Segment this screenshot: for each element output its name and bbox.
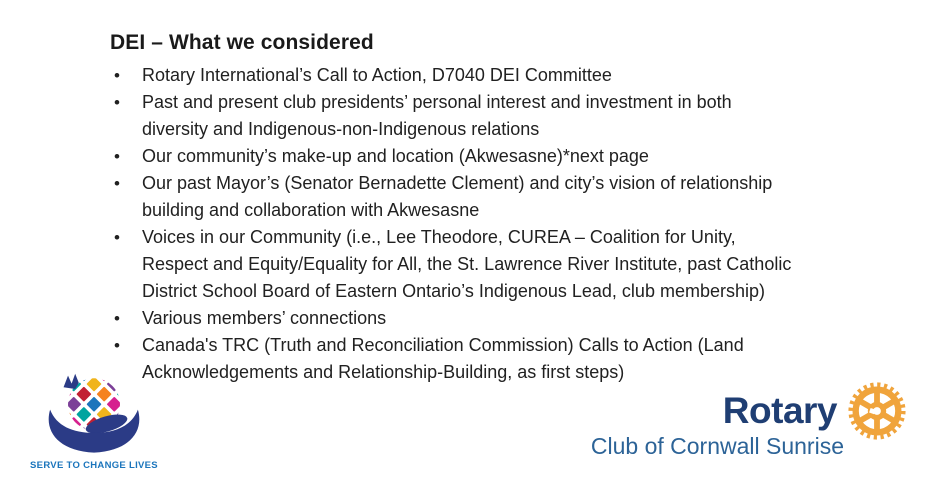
bullet-icon: • bbox=[114, 309, 120, 328]
bullet-icon: • bbox=[114, 336, 120, 355]
club-name: Club of Cornwall Sunrise bbox=[590, 433, 844, 459]
fingertips-icon bbox=[64, 374, 79, 389]
bullet-text-line: Canada's TRC (Truth and Reconciliation Commission) Calls to Action (Land bbox=[142, 335, 744, 355]
bullet-icon: • bbox=[114, 147, 120, 166]
bullet-text bbox=[142, 170, 772, 224]
bullet-icon: • bbox=[114, 93, 120, 112]
bullet-text-line: Voices in our Community (i.e., Lee Theodore, CUREA – Coalition for Unity, bbox=[142, 227, 736, 247]
list-item bbox=[110, 62, 910, 89]
bullet-text bbox=[142, 89, 732, 143]
bullet-text bbox=[142, 305, 386, 332]
bullet-text-line: Respect and Equity/Equality for All, the St. Lawrence River Institute, past Catholic bbox=[142, 254, 792, 274]
hands-icon bbox=[49, 410, 140, 453]
bullet-text-line: District School Board of Eastern Ontario’s Indigenous Lead, club membership) bbox=[142, 281, 765, 301]
rotary-wordmark: Rotary bbox=[722, 390, 837, 431]
rotary-club-logo bbox=[591, 380, 908, 460]
bullet-text bbox=[142, 224, 791, 305]
bullet-text-line: Rotary International’s Call to Action, D7040 DEI Committee bbox=[142, 65, 612, 85]
slide-title: DEI – What we considered bbox=[110, 31, 374, 54]
list-item bbox=[110, 170, 910, 224]
bullet-text-line: Our community’s make-up and location (Akwesasne)*next page bbox=[142, 146, 649, 166]
bullet-list bbox=[110, 62, 910, 386]
serve-tagline: SERVE TO CHANGE LIVES bbox=[30, 460, 158, 471]
bullet-text-line: diversity and Indigenous-non-Indigenous relations bbox=[142, 119, 540, 139]
list-item bbox=[110, 143, 910, 170]
bullet-text bbox=[142, 62, 612, 89]
bullet-icon: • bbox=[114, 174, 120, 193]
bullet-icon: • bbox=[114, 66, 120, 85]
list-item bbox=[110, 305, 910, 332]
bullet-text bbox=[142, 332, 744, 386]
bullet-text-line: Past and present club presidents’ personal interest and investment in both bbox=[142, 92, 732, 112]
slide-content bbox=[110, 30, 910, 386]
bullet-text bbox=[142, 143, 649, 170]
globe-in-hands-icon bbox=[32, 372, 156, 458]
bullet-text-line: Our past Mayor’s (Senator Bernadette Clement) and city’s vision of relationship bbox=[142, 173, 773, 193]
bullet-text-line: Acknowledgements and Relationship-Building, as first steps) bbox=[142, 362, 625, 382]
bullet-text-line: Various members’ connections bbox=[142, 308, 387, 328]
list-item bbox=[110, 224, 910, 305]
list-item bbox=[110, 89, 910, 143]
list-item bbox=[110, 332, 910, 386]
serve-to-change-lives-logo bbox=[26, 372, 162, 471]
rotary-wheel-icon bbox=[846, 380, 908, 442]
bullet-icon: • bbox=[114, 228, 120, 247]
bullet-text-line: building and collaboration with Akwesasne bbox=[142, 200, 480, 220]
